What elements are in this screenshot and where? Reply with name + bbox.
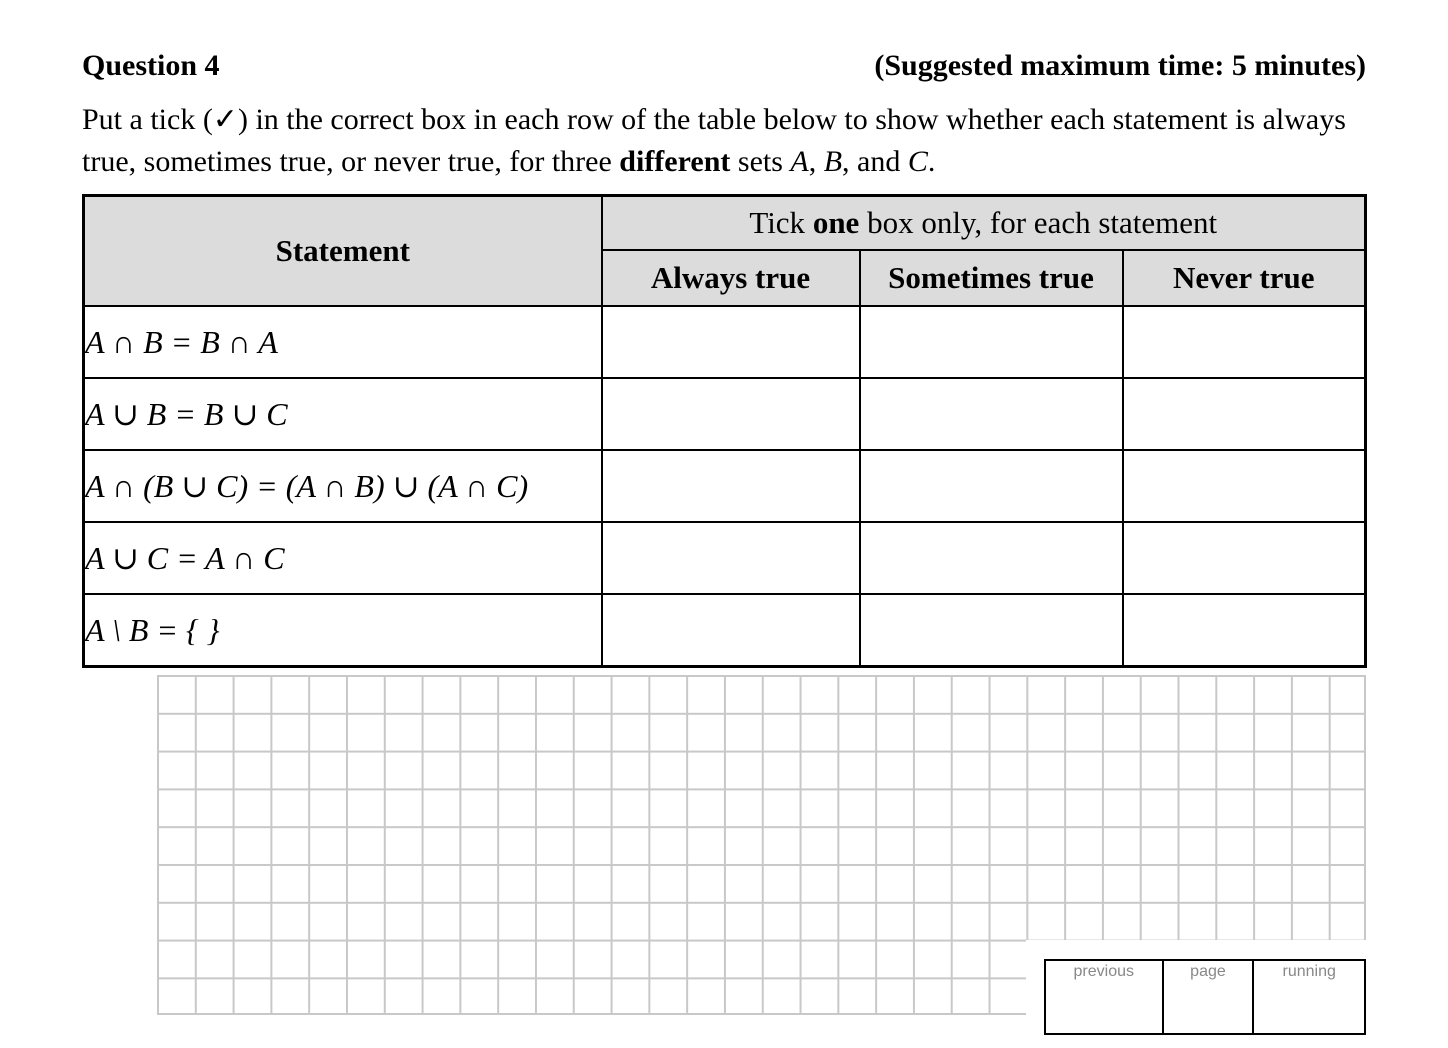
statement-cell: A ∩ (B ∪ C) = (A ∩ B) ∪ (A ∩ C) [84,450,602,522]
tick-box-never[interactable] [1123,306,1366,378]
set-a: A [790,145,809,178]
tick-box-always[interactable] [602,594,860,667]
instructions-text-2: sets [730,145,791,178]
table-row [84,378,1366,450]
statement-cell: A ∪ C = A ∩ C [84,522,602,594]
tick-box-always[interactable] [602,450,860,522]
marks-running: running [1282,963,1336,980]
column-sometimes-true: Sometimes true [860,250,1123,306]
instructions-text: Put a tick (✓) in the correct box in each row of the table below to show whether each statement is always true, sometimes true, or never true, for three [82,103,1346,178]
separator-and: , and [842,145,908,178]
set-c: C [907,145,928,178]
tick-box-always[interactable] [602,378,860,450]
tick-box-sometimes[interactable] [860,522,1123,594]
tick-box-always[interactable] [602,522,860,594]
tick-instruction-header: Tick one box only, for each statement [602,196,1366,251]
statement-header: Statement [84,196,602,307]
separator: , [808,145,824,178]
marks-page: page [1164,961,1255,1033]
period: . [927,145,936,178]
tick-box-never[interactable] [1123,450,1366,522]
instructions-bold: different [619,145,731,178]
table-row [84,306,1366,378]
time-hint: (Suggested maximum time: 5 minutes) [874,49,1366,82]
tick-box-sometimes[interactable] [860,378,1123,450]
table-row [84,594,1366,667]
question-label: Question 4 [82,49,220,82]
tick-box-sometimes[interactable] [860,450,1123,522]
statement-cell: A \ B = { } [84,594,602,667]
column-always-true: Always true [602,250,860,306]
tick-box-never[interactable] [1123,378,1366,450]
tick-box-sometimes[interactable] [860,594,1123,667]
set-b: B [823,145,843,178]
statement-cell: A ∪ B = B ∪ C [84,378,602,450]
tick-box-always[interactable] [602,306,860,378]
column-never-true: Never true [1123,250,1366,306]
tick-box-never[interactable] [1123,594,1366,667]
instructions [82,99,1372,183]
tick-box-sometimes[interactable] [860,306,1123,378]
answer-table [82,194,1367,668]
statement-cell: A ∩ B = B ∩ A [84,306,602,378]
tick-box-never[interactable] [1123,522,1366,594]
marks-previous: previous [1046,961,1164,1033]
marks-box [1044,959,1366,1035]
table-row [84,522,1366,594]
question-heading [82,46,1366,86]
table-row [84,450,1366,522]
